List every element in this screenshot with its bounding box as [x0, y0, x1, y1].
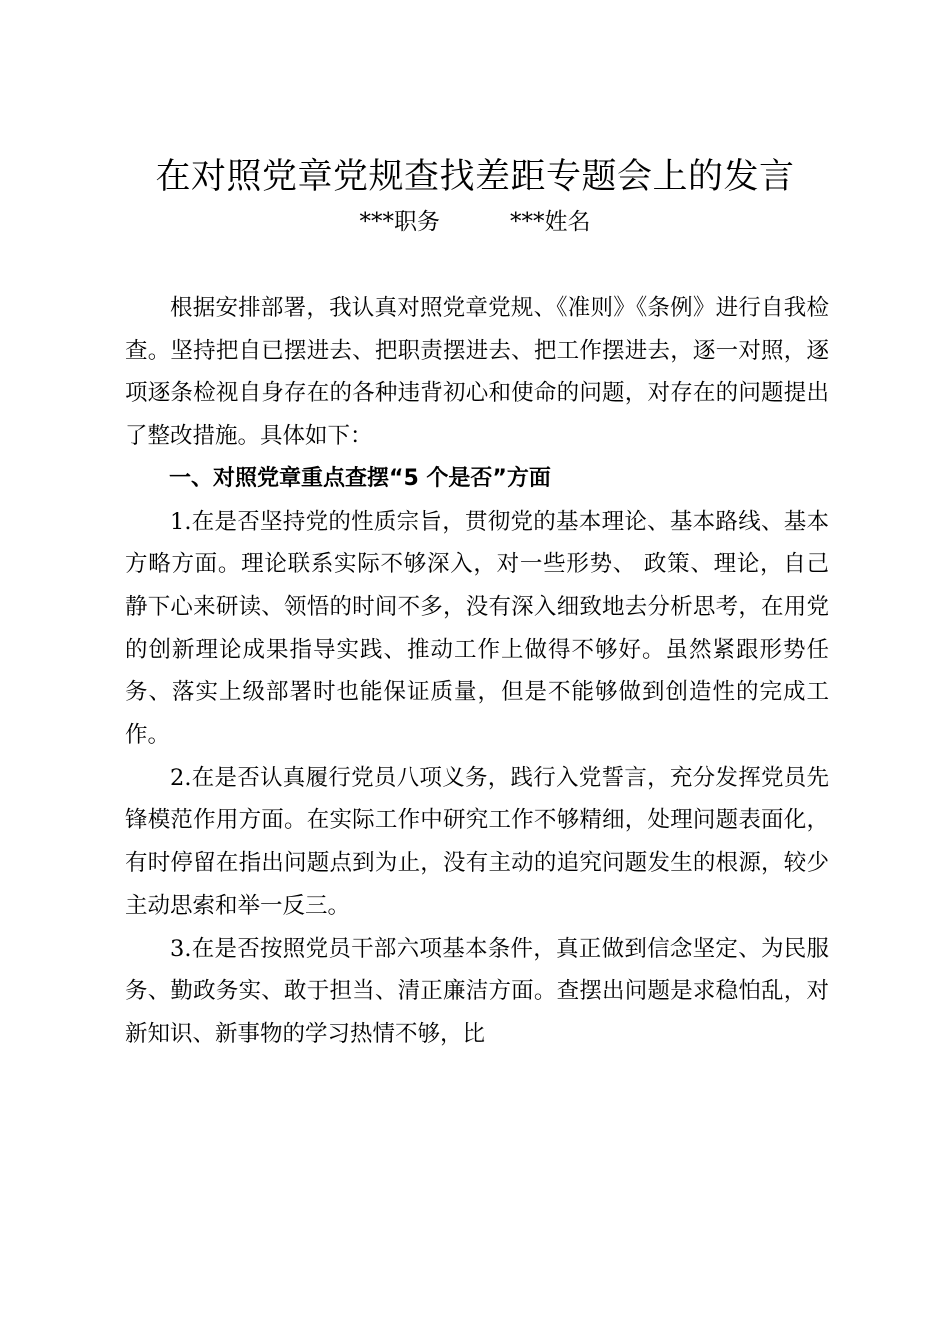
- section-heading: 一、对照党章重点查摆“5 个是否”方面: [169, 465, 551, 491]
- author-name: ***姓名: [510, 209, 591, 235]
- author-line: [0, 202, 950, 242]
- item-paragraph-1: 1.在是否坚持党的性质宗旨，贯彻党的基本理论、基本路线、基本方略方面。理论联系实际不够深入，对一些形势、 政策、理论，自己静下心来研读、领悟的时间不多，没有深入细致地去分析思考，在用党的创新理论成果指导实践、推动工作上做得不够好。虽然紧跟形势任务、落实上级部署时也能保证质量，但是不能够做到创造性的完成工作。: [125, 508, 829, 749]
- item-paragraph-3: 3.在是否按照党员干部六项基本条件，真正做到信念坚定、为民服务、勤政务实、敢于担当、清正廉洁方面。查摆出问题是求稳怕乱，对新知识、新事物的学习热情不够，比: [125, 935, 829, 1047]
- intro-paragraph: 根据安排部署，我认真对照党章党规、《准则》《条例》进行自我检查。坚持把自已摆进去、把职责摆进去、把工作摆进去，逐一对照，逐项逐条检视自身存在的各种违背初心和使命的问题，对存在的问题提出了整改措施。具体如下：: [125, 295, 829, 450]
- author-position: ***职务: [359, 209, 440, 235]
- item-paragraph-2: 2.在是否认真履行党员八项义务，践行入党誓言，充分发挥党员先锋模范作用方面。在实际工作中研究工作不够精细，处理问题表面化，有时停留在指出问题点到为止，没有主动的追究问题发生的根源，较少主动思索和举一反三。: [125, 764, 829, 919]
- document-body: [125, 287, 829, 1056]
- document-title: 在对照党章党规查找差距专题会上的发言: [155, 157, 795, 197]
